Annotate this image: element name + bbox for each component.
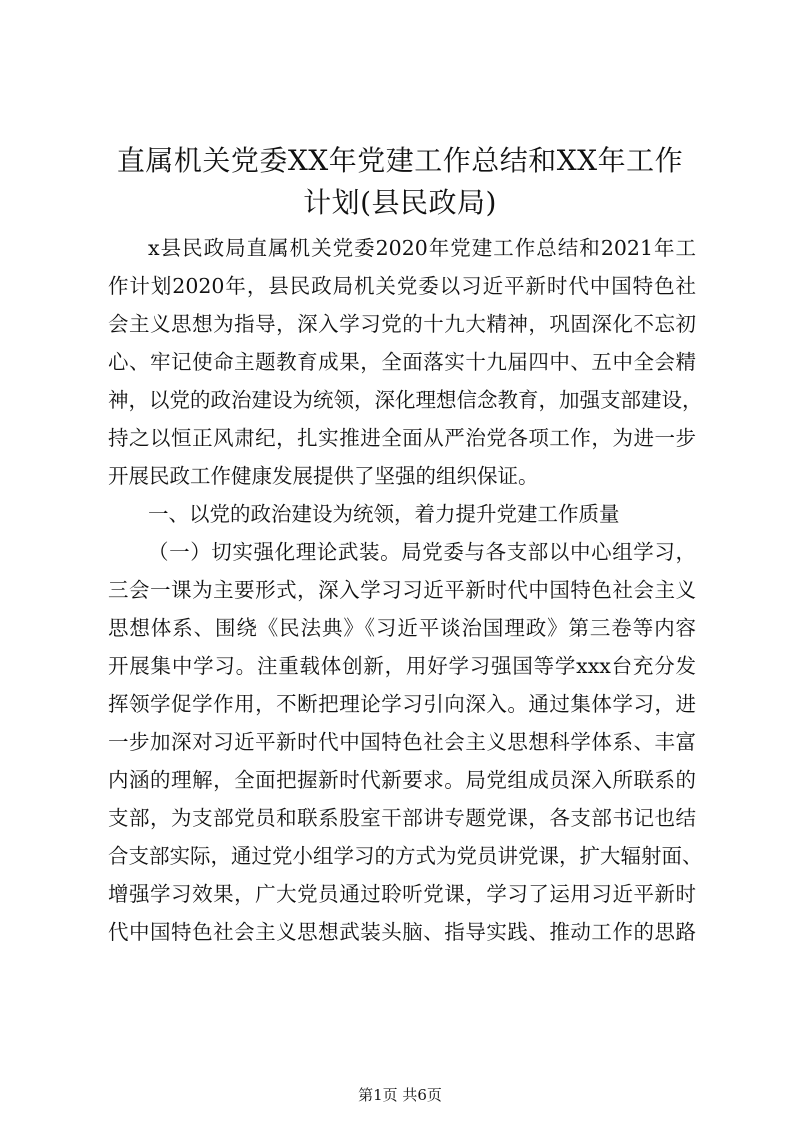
text-line: 一步加深对习近平新时代中国特色社会主义思想科学体系、丰富: [108, 730, 696, 754]
text-line: 三会一课为主要形式，深入学习习近平新时代中国特色社会主义: [108, 578, 696, 602]
text-line: 挥领学促学作用，不断把理论学习引向深入。通过集体学习，进: [108, 692, 696, 716]
text-line: 代中国特色社会主义思想武装头脑、指导实践、推动工作的思路: [108, 920, 696, 944]
text-line: （一）切实强化理论武装。局党委与各支部以中心组学习，: [148, 540, 696, 564]
title-line-1: 直属机关党委XX年党建工作总结和XX年工作: [116, 144, 684, 177]
text-line: x县民政局直属机关党委2020年党建工作总结和2021年工: [148, 236, 696, 260]
text-line: 开展集中学习。注重载体创新，用好学习强国等学xxx台充分发: [108, 654, 696, 678]
text-line: 思想体系、围绕《民法典》《习近平谈治国理政》第三卷等内容: [108, 616, 696, 640]
text-line: 开展民政工作健康发展提供了坚强的组织保证。: [108, 464, 539, 488]
text-line: 持之以恒正风肃纪，扎实推进全面从严治党各项工作，为进一步: [108, 426, 696, 450]
paragraph-intro: [108, 229, 703, 495]
document-title: [90, 140, 710, 224]
heading-line: 一、以党的政治建设为统领，着力提升党建工作质量: [148, 502, 620, 526]
text-line: 增强学习效果，广大党员通过聆听党课，学习了运用习近平新时: [108, 882, 696, 906]
text-line: 支部，为支部党员和联系股室干部讲专题党课，各支部书记也结: [108, 806, 696, 830]
text-line: 心、牢记使命主题教育成果，全面落实十九届四中、五中全会精: [108, 350, 696, 374]
text-line: 合支部实际，通过党小组学习的方式为党员讲党课，扩大辐射面、: [108, 844, 703, 868]
document-body: [108, 229, 703, 951]
page-number: 第1页 共6页: [358, 1086, 442, 1104]
title-line-2: 计划(县民政局): [303, 186, 497, 219]
text-line: 作计划2020年，县民政局机关党委以习近平新时代中国特色社: [108, 274, 696, 298]
section-heading: [108, 495, 696, 533]
text-line: 神，以党的政治建设为统领，深化理想信念教育，加强支部建设，: [108, 388, 703, 412]
text-line: 会主义思想为指导，深入学习党的十九大精神，巩固深化不忘初: [108, 312, 696, 336]
paragraph-theory: [108, 533, 703, 951]
text-line: 内涵的理解，全面把握新时代新要求。局党组成员深入所联系的: [108, 768, 696, 792]
